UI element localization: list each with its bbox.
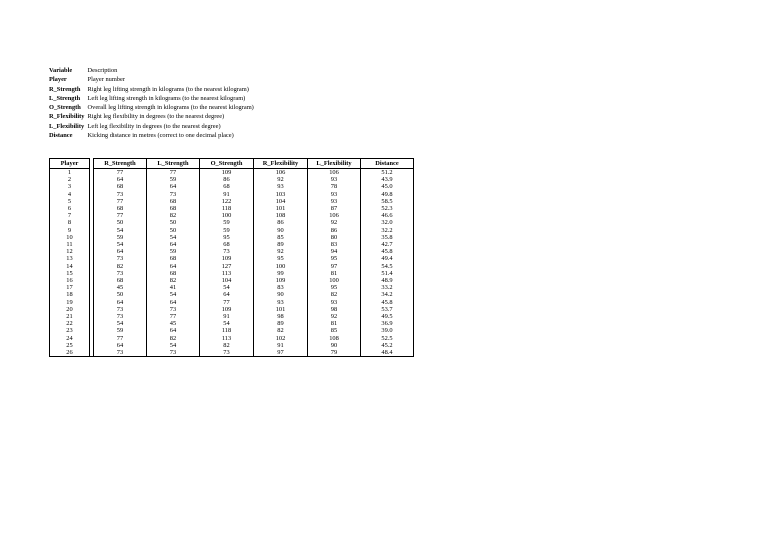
table-row bbox=[50, 227, 414, 234]
table-cell: 1 bbox=[50, 169, 90, 177]
table-cell: 45.0 bbox=[361, 183, 414, 190]
table-cell: 91 bbox=[200, 313, 254, 320]
table-cell: 64 bbox=[147, 241, 200, 248]
table-cell: 92 bbox=[254, 248, 308, 255]
table-cell: 90 bbox=[308, 342, 361, 349]
table-cell: 104 bbox=[200, 277, 254, 284]
table-cell: 109 bbox=[200, 306, 254, 313]
table-cell: 5 bbox=[50, 198, 90, 205]
variable-description: Left leg flexibility in degrees (to the nearest degree) bbox=[87, 122, 221, 130]
table-row bbox=[50, 263, 414, 270]
table-cell: 73 bbox=[200, 349, 254, 357]
table-cell: 68 bbox=[94, 205, 147, 212]
table-cell: 50 bbox=[94, 219, 147, 226]
table-cell: 93 bbox=[254, 183, 308, 190]
table-cell: 35.8 bbox=[361, 234, 414, 241]
table-cell: 86 bbox=[308, 227, 361, 234]
table-row bbox=[50, 342, 414, 349]
column-header: R_Strength bbox=[94, 159, 147, 169]
variable-name: R_Strength bbox=[49, 85, 81, 93]
table-cell: 68 bbox=[147, 205, 200, 212]
table-cell: 43.9 bbox=[361, 176, 414, 183]
table-cell: 77 bbox=[94, 335, 147, 342]
table-cell: 42.7 bbox=[361, 241, 414, 248]
table-cell: 81 bbox=[308, 270, 361, 277]
column-header: Distance bbox=[361, 159, 414, 169]
table-cell: 89 bbox=[254, 241, 308, 248]
table-cell: 98 bbox=[308, 306, 361, 313]
table-cell: 113 bbox=[200, 270, 254, 277]
table-cell: 92 bbox=[308, 313, 361, 320]
table-cell: 77 bbox=[94, 198, 147, 205]
table-cell: 109 bbox=[254, 277, 308, 284]
table-cell: 82 bbox=[147, 335, 200, 342]
table-cell: 49.4 bbox=[361, 255, 414, 262]
column-header: L_Flexibility bbox=[308, 159, 361, 169]
table-cell: 64 bbox=[94, 248, 147, 255]
dictionary-row bbox=[49, 103, 254, 112]
table-cell: 93 bbox=[308, 176, 361, 183]
table-cell: 100 bbox=[254, 263, 308, 270]
table-cell: 51.4 bbox=[361, 270, 414, 277]
kicking-data-table bbox=[49, 158, 414, 357]
table-cell: 24 bbox=[50, 335, 90, 342]
table-cell: 54 bbox=[200, 320, 254, 327]
variable-description: Kicking distance in metres (correct to one decimal place) bbox=[87, 132, 234, 140]
table-cell: 95 bbox=[308, 255, 361, 262]
table-cell: 68 bbox=[147, 255, 200, 262]
table-cell: 45.8 bbox=[361, 248, 414, 255]
table-cell: 99 bbox=[254, 270, 308, 277]
table-cell: 54 bbox=[147, 342, 200, 349]
table-cell: 104 bbox=[254, 198, 308, 205]
table-row bbox=[50, 198, 414, 205]
table-cell: 93 bbox=[308, 198, 361, 205]
table-cell: 25 bbox=[50, 342, 90, 349]
table-cell: 64 bbox=[200, 291, 254, 298]
table-cell: 77 bbox=[94, 212, 147, 219]
table-cell: 82 bbox=[94, 263, 147, 270]
variable-name: Player bbox=[49, 76, 67, 84]
table-row bbox=[50, 313, 414, 320]
table-cell: 22 bbox=[50, 320, 90, 327]
table-cell: 32.2 bbox=[361, 227, 414, 234]
table-row bbox=[50, 291, 414, 298]
table-cell: 53.7 bbox=[361, 306, 414, 313]
table-row bbox=[50, 169, 414, 177]
table-cell: 73 bbox=[94, 349, 147, 357]
table-cell: 73 bbox=[200, 248, 254, 255]
table-cell: 68 bbox=[200, 183, 254, 190]
table-cell: 15 bbox=[50, 270, 90, 277]
table-cell: 89 bbox=[254, 320, 308, 327]
table-cell: 54 bbox=[94, 227, 147, 234]
table-cell: 32.0 bbox=[361, 219, 414, 226]
table-cell: 54 bbox=[200, 284, 254, 291]
table-cell: 21 bbox=[50, 313, 90, 320]
table-cell: 100 bbox=[200, 212, 254, 219]
table-cell: 91 bbox=[254, 342, 308, 349]
table-cell: 64 bbox=[94, 342, 147, 349]
table-cell: 51.2 bbox=[361, 169, 414, 177]
dictionary-row bbox=[49, 122, 254, 131]
table-cell: 64 bbox=[147, 263, 200, 270]
table-cell: 49.5 bbox=[361, 313, 414, 320]
table-row bbox=[50, 327, 414, 334]
column-header: R_Flexibility bbox=[254, 159, 308, 169]
table-cell: 73 bbox=[94, 191, 147, 198]
table-cell: 92 bbox=[308, 219, 361, 226]
table-cell: 97 bbox=[254, 349, 308, 357]
table-cell: 54 bbox=[147, 291, 200, 298]
table-cell: 93 bbox=[308, 299, 361, 306]
table-cell: 77 bbox=[200, 299, 254, 306]
table-cell: 49.8 bbox=[361, 191, 414, 198]
table-cell: 59 bbox=[94, 327, 147, 334]
table-cell: 45 bbox=[94, 284, 147, 291]
table-row bbox=[50, 205, 414, 212]
table-cell: 19 bbox=[50, 299, 90, 306]
dictionary-row bbox=[49, 75, 254, 84]
table-cell: 10 bbox=[50, 234, 90, 241]
table-cell: 82 bbox=[308, 291, 361, 298]
table-cell: 34.2 bbox=[361, 291, 414, 298]
table-cell: 93 bbox=[308, 191, 361, 198]
table-cell: 93 bbox=[254, 299, 308, 306]
dictionary-row bbox=[49, 94, 254, 103]
table-cell: 52.5 bbox=[361, 335, 414, 342]
table-cell: 127 bbox=[200, 263, 254, 270]
table-cell: 48.4 bbox=[361, 349, 414, 357]
table-cell: 118 bbox=[200, 205, 254, 212]
table-cell: 68 bbox=[94, 183, 147, 190]
table-cell: 78 bbox=[308, 183, 361, 190]
table-cell: 64 bbox=[94, 299, 147, 306]
column-header: O_Strength bbox=[200, 159, 254, 169]
variable-description: Left leg lifting strength in kilograms (to the nearest kilogram) bbox=[87, 94, 246, 102]
table-cell: 46.6 bbox=[361, 212, 414, 219]
dictionary-row bbox=[49, 85, 254, 94]
table-cell: 118 bbox=[200, 327, 254, 334]
table-row bbox=[50, 284, 414, 291]
table-cell: 73 bbox=[147, 349, 200, 357]
table-cell: 82 bbox=[200, 342, 254, 349]
table-cell: 54.5 bbox=[361, 263, 414, 270]
table-cell: 54 bbox=[94, 320, 147, 327]
table-cell: 122 bbox=[200, 198, 254, 205]
table-cell: 59 bbox=[200, 219, 254, 226]
table-cell: 73 bbox=[94, 306, 147, 313]
table-cell: 73 bbox=[94, 313, 147, 320]
table-cell: 106 bbox=[308, 169, 361, 177]
table-cell: 73 bbox=[94, 270, 147, 277]
table-cell: 82 bbox=[147, 277, 200, 284]
table-cell: 64 bbox=[147, 299, 200, 306]
table-cell: 83 bbox=[254, 284, 308, 291]
table-row bbox=[50, 212, 414, 219]
table-cell: 16 bbox=[50, 277, 90, 284]
table-cell: 82 bbox=[147, 212, 200, 219]
table-row bbox=[50, 248, 414, 255]
table-cell: 4 bbox=[50, 191, 90, 198]
table-cell: 102 bbox=[254, 335, 308, 342]
variable-name: L_Flexibility bbox=[49, 122, 85, 130]
table-cell: 113 bbox=[200, 335, 254, 342]
table-cell: 95 bbox=[254, 255, 308, 262]
table-cell: 8 bbox=[50, 219, 90, 226]
table-cell: 41 bbox=[147, 284, 200, 291]
table-row bbox=[50, 219, 414, 226]
variable-description: Right leg lifting strength in kilograms (to the nearest kilogram) bbox=[87, 85, 249, 93]
table-cell: 85 bbox=[254, 234, 308, 241]
table-cell: 33.2 bbox=[361, 284, 414, 291]
table-cell: 86 bbox=[200, 176, 254, 183]
table-cell: 58.5 bbox=[361, 198, 414, 205]
table-cell: 52.3 bbox=[361, 205, 414, 212]
table-row bbox=[50, 234, 414, 241]
table-cell: 85 bbox=[308, 327, 361, 334]
table-cell: 106 bbox=[308, 212, 361, 219]
table-row bbox=[50, 176, 414, 183]
table-row bbox=[50, 277, 414, 284]
table-cell: 18 bbox=[50, 291, 90, 298]
table-cell: 7 bbox=[50, 212, 90, 219]
table-cell: 20 bbox=[50, 306, 90, 313]
table-cell: 59 bbox=[94, 234, 147, 241]
table-row bbox=[50, 306, 414, 313]
dictionary-row bbox=[49, 66, 254, 75]
table-cell: 92 bbox=[254, 176, 308, 183]
table-cell: 73 bbox=[147, 191, 200, 198]
table-cell: 100 bbox=[308, 277, 361, 284]
table-cell: 17 bbox=[50, 284, 90, 291]
table-cell: 80 bbox=[308, 234, 361, 241]
table-cell: 26 bbox=[50, 349, 90, 357]
table-cell: 91 bbox=[200, 191, 254, 198]
table-cell: 50 bbox=[147, 219, 200, 226]
table-cell: 82 bbox=[254, 327, 308, 334]
table-cell: 2 bbox=[50, 176, 90, 183]
table-cell: 36.9 bbox=[361, 320, 414, 327]
variable-description: Overall leg lifting strength in kilograms (to the nearest kilogram) bbox=[87, 104, 254, 112]
table-cell: 101 bbox=[254, 306, 308, 313]
table-cell: 11 bbox=[50, 241, 90, 248]
variable-name: O_Strength bbox=[49, 104, 81, 112]
table-cell: 68 bbox=[200, 241, 254, 248]
variable-description: Description bbox=[87, 67, 118, 74]
table-cell: 94 bbox=[308, 248, 361, 255]
dictionary-row bbox=[49, 131, 254, 140]
table-row bbox=[50, 299, 414, 306]
table-cell: 48.9 bbox=[361, 277, 414, 284]
table-cell: 23 bbox=[50, 327, 90, 334]
table-row bbox=[50, 241, 414, 248]
table-cell: 64 bbox=[147, 327, 200, 334]
table-cell: 81 bbox=[308, 320, 361, 327]
table-row bbox=[50, 320, 414, 327]
table-cell: 59 bbox=[200, 227, 254, 234]
table-row bbox=[50, 335, 414, 342]
variable-name: L_Strength bbox=[49, 94, 81, 102]
variable-description: Player number bbox=[87, 76, 125, 84]
table-cell: 59 bbox=[147, 176, 200, 183]
table-cell: 3 bbox=[50, 183, 90, 190]
table-row bbox=[50, 183, 414, 190]
table-cell: 68 bbox=[94, 277, 147, 284]
table-cell: 6 bbox=[50, 205, 90, 212]
table-cell: 45.2 bbox=[361, 342, 414, 349]
table-cell: 45.8 bbox=[361, 299, 414, 306]
table-cell: 109 bbox=[200, 169, 254, 177]
variable-name: Variable bbox=[49, 67, 73, 74]
table-cell: 12 bbox=[50, 248, 90, 255]
table-cell: 109 bbox=[200, 255, 254, 262]
column-header: L_Strength bbox=[147, 159, 200, 169]
variable-name: Distance bbox=[49, 132, 73, 140]
variable-description: Right leg flexibility in degrees (to the nearest degree) bbox=[87, 113, 225, 121]
table-cell: 86 bbox=[254, 219, 308, 226]
table-cell: 101 bbox=[254, 205, 308, 212]
table-cell: 108 bbox=[254, 212, 308, 219]
table-cell: 87 bbox=[308, 205, 361, 212]
table-cell: 97 bbox=[308, 263, 361, 270]
table-cell: 54 bbox=[147, 234, 200, 241]
variable-name: R_Flexibility bbox=[49, 113, 85, 121]
table-cell: 64 bbox=[147, 183, 200, 190]
table-cell: 45 bbox=[147, 320, 200, 327]
table-cell: 95 bbox=[200, 234, 254, 241]
table-cell: 64 bbox=[94, 176, 147, 183]
table-cell: 13 bbox=[50, 255, 90, 262]
table-cell: 73 bbox=[147, 306, 200, 313]
variable-dictionary bbox=[49, 66, 254, 140]
table-cell: 79 bbox=[308, 349, 361, 357]
table-row bbox=[50, 270, 414, 277]
table-cell: 106 bbox=[254, 169, 308, 177]
column-header: Player bbox=[50, 159, 90, 169]
table-row bbox=[50, 349, 414, 357]
table-row bbox=[50, 255, 414, 262]
dictionary-row bbox=[49, 112, 254, 121]
table-cell: 83 bbox=[308, 241, 361, 248]
table-row bbox=[50, 191, 414, 198]
table-cell: 50 bbox=[94, 291, 147, 298]
table-cell: 59 bbox=[147, 248, 200, 255]
table-cell: 73 bbox=[94, 255, 147, 262]
table-cell: 108 bbox=[308, 335, 361, 342]
table-cell: 90 bbox=[254, 227, 308, 234]
table-cell: 77 bbox=[147, 169, 200, 177]
table-cell: 98 bbox=[254, 313, 308, 320]
table-cell: 103 bbox=[254, 191, 308, 198]
table-cell: 68 bbox=[147, 198, 200, 205]
table-cell: 77 bbox=[147, 313, 200, 320]
table-cell: 39.0 bbox=[361, 327, 414, 334]
table-header-row bbox=[50, 159, 414, 169]
table-cell: 95 bbox=[308, 284, 361, 291]
table-cell: 50 bbox=[147, 227, 200, 234]
table-cell: 14 bbox=[50, 263, 90, 270]
table-cell: 9 bbox=[50, 227, 90, 234]
table-cell: 54 bbox=[94, 241, 147, 248]
table-cell: 90 bbox=[254, 291, 308, 298]
table-cell: 77 bbox=[94, 169, 147, 177]
table-cell: 68 bbox=[147, 270, 200, 277]
